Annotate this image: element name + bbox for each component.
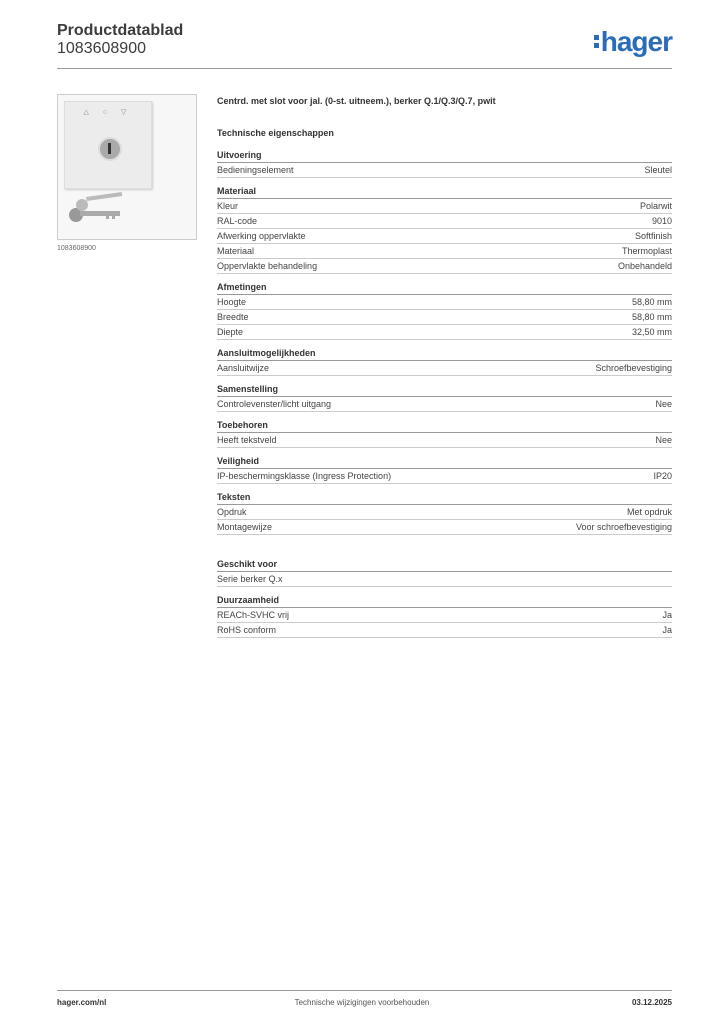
spec-section xyxy=(217,282,672,340)
spec-row xyxy=(217,229,672,244)
spec-label: Kleur xyxy=(217,201,239,211)
spec-section xyxy=(217,186,672,274)
footer-website-link[interactable]: hager.com/nl xyxy=(57,998,107,1007)
spec-label: Hoogte xyxy=(217,297,247,307)
product-image xyxy=(57,94,197,240)
spec-row xyxy=(217,608,672,623)
spec-section xyxy=(217,420,672,448)
section-title: Veiligheid xyxy=(217,456,672,469)
spec-value: Voor schroefbevestiging xyxy=(575,522,672,532)
spec-value: Thermoplast xyxy=(621,246,672,256)
spec-value: 32,50 mm xyxy=(631,327,672,337)
spec-row xyxy=(217,361,672,376)
spec-section xyxy=(217,456,672,484)
spec-section xyxy=(217,150,672,178)
spec-value: Nee xyxy=(655,399,672,409)
logo-dots-icon xyxy=(594,35,599,48)
spec-value: Ja xyxy=(662,625,672,635)
spec-row xyxy=(217,310,672,325)
spec-row xyxy=(217,163,672,178)
header-divider xyxy=(57,68,672,69)
spec-row xyxy=(217,244,672,259)
spec-row xyxy=(217,520,672,535)
spec-value: Sleutel xyxy=(644,165,672,175)
spec-content xyxy=(217,96,672,646)
spec-section xyxy=(217,348,672,376)
footer-disclaimer: Technische wijzigingen voorbehouden xyxy=(294,998,430,1007)
keys-icon xyxy=(66,191,126,229)
spec-row xyxy=(217,572,672,587)
spec-label: Heeft tekstveld xyxy=(217,435,277,445)
section-title: Samenstelling xyxy=(217,384,672,397)
spec-label: Serie berker Q.x xyxy=(217,574,283,584)
spec-row xyxy=(217,214,672,229)
tech-heading: Technische eigenschappen xyxy=(217,128,334,138)
spec-section xyxy=(217,492,672,535)
document-title: Productdatablad xyxy=(57,22,184,39)
section-title: Afmetingen xyxy=(217,282,672,295)
spec-section xyxy=(217,595,672,638)
spec-label: Montagewijze xyxy=(217,522,273,532)
spec-value: 9010 xyxy=(651,216,672,226)
spec-value: Ja xyxy=(662,610,672,620)
spec-label: IP-beschermingsklasse (Ingress Protection) xyxy=(217,471,392,481)
spec-label: Diepte xyxy=(217,327,244,337)
footer-date: 03.12.2025 xyxy=(631,998,672,1007)
section-title: Materiaal xyxy=(217,186,672,199)
spec-value: 58,80 mm xyxy=(631,312,672,322)
key-cylinder-icon xyxy=(98,137,122,161)
section-title: Teksten xyxy=(217,492,672,505)
section-title: Aansluitmogelijkheden xyxy=(217,348,672,361)
section-title: Duurzaamheid xyxy=(217,595,672,608)
spec-row xyxy=(217,469,672,484)
section-title: Geschikt voor xyxy=(217,559,672,572)
arrow-symbols: △ ○ ▽ xyxy=(83,109,133,116)
document-number: 1083608900 xyxy=(57,40,146,57)
product-title: Centrd. met slot voor jal. (0-st. uitneem.), berker Q.1/Q.3/Q.7, pwit xyxy=(217,96,496,106)
switch-plate xyxy=(64,101,152,189)
spec-row xyxy=(217,259,672,274)
spec-value: IP20 xyxy=(653,471,672,481)
spec-label: Opdruk xyxy=(217,507,247,517)
section-gap xyxy=(217,543,672,559)
spec-label: RoHS conform xyxy=(217,625,277,635)
image-caption: 1083608900 xyxy=(57,245,96,252)
spec-label: REACh-SVHC vrij xyxy=(217,610,290,620)
spec-row xyxy=(217,505,672,520)
spec-row xyxy=(217,295,672,310)
section-title: Uitvoering xyxy=(217,150,672,163)
spec-row xyxy=(217,325,672,340)
spec-label: Afwerking oppervlakte xyxy=(217,231,306,241)
hager-logo xyxy=(594,26,672,58)
spec-label: Aansluitwijze xyxy=(217,363,270,373)
spec-label: Materiaal xyxy=(217,246,255,256)
spec-label: Bedieningselement xyxy=(217,165,294,175)
spec-label: Breedte xyxy=(217,312,249,322)
spec-value: Nee xyxy=(655,435,672,445)
spec-section xyxy=(217,384,672,412)
footer-divider xyxy=(57,990,672,991)
spec-value: Softfinish xyxy=(634,231,672,241)
spec-value: Polarwit xyxy=(639,201,672,211)
spec-value: Met opdruk xyxy=(626,507,672,517)
spec-label: Controlevenster/licht uitgang xyxy=(217,399,332,409)
spec-row xyxy=(217,433,672,448)
spec-value: Onbehandeld xyxy=(617,261,672,271)
spec-label: RAL-code xyxy=(217,216,258,226)
spec-value: Schroefbevestiging xyxy=(595,363,672,373)
section-title: Toebehoren xyxy=(217,420,672,433)
spec-section xyxy=(217,559,672,587)
spec-value: 58,80 mm xyxy=(631,297,672,307)
spec-row xyxy=(217,199,672,214)
spec-label: Oppervlakte behandeling xyxy=(217,261,318,271)
spec-row xyxy=(217,623,672,638)
spec-row xyxy=(217,397,672,412)
logo-text: hager xyxy=(600,26,672,57)
